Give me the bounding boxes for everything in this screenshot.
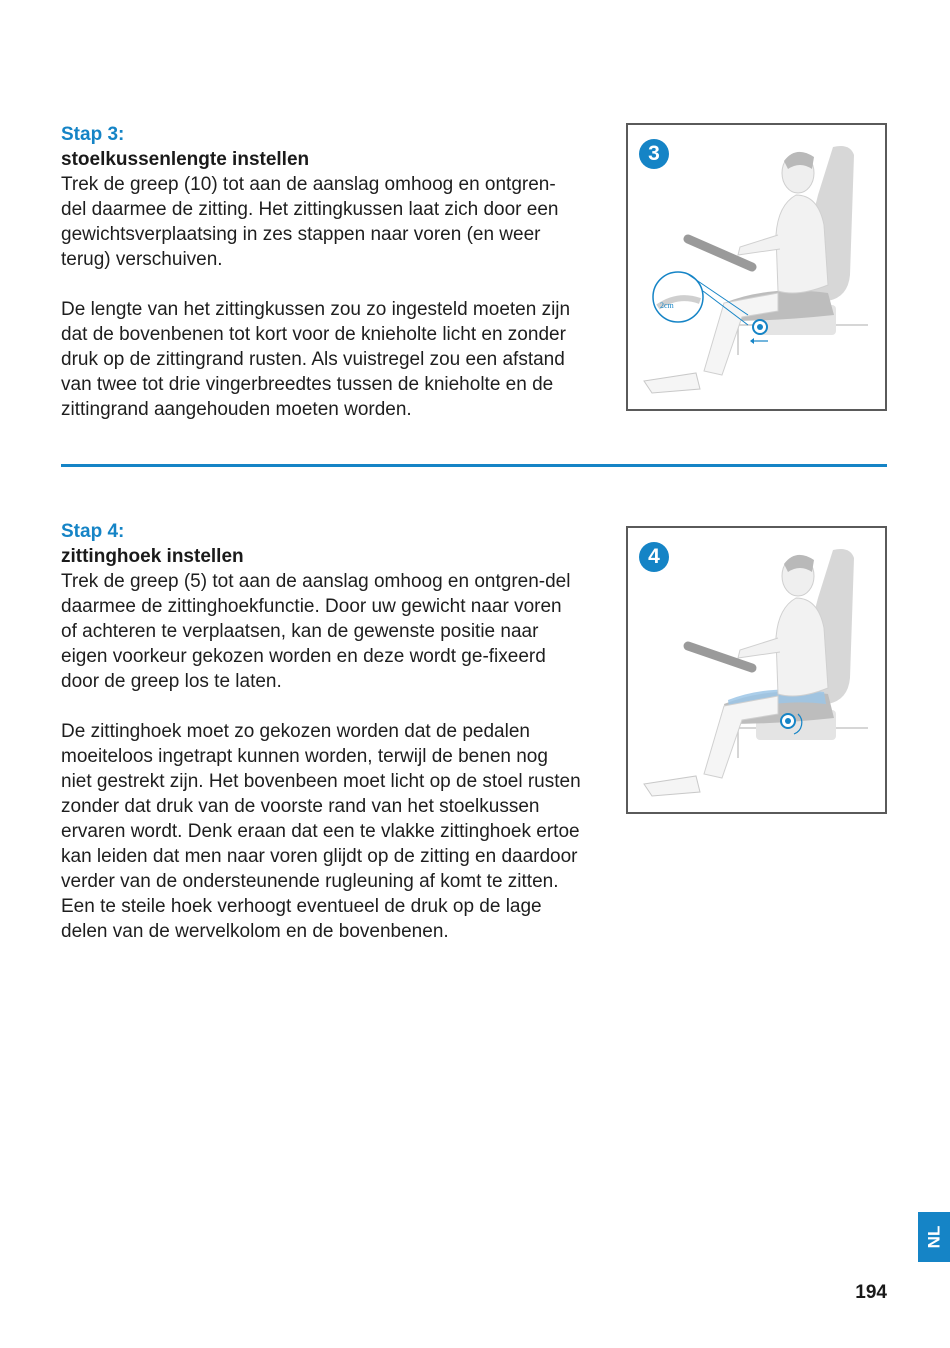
language-tab bbox=[918, 1212, 950, 1262]
step-3-paragraph-1: Trek de greep (10) tot aan de aanslag omhoog en ontgren-del daarmee de zitting. Het zittingkussen laat zich door een gewichtsverplaatsing in zes stappen naar voren (en weer terug) verschuiven. bbox=[61, 174, 559, 270]
step-3-illustration bbox=[626, 123, 887, 411]
step-4-section bbox=[61, 519, 581, 944]
step-4-paragraph-1: Trek de greep (5) tot aan de aanslag omhoog en ontgren-del daarmee de zittinghoekfunctie. Door uw gewicht naar voren of achteren te verplaatsen, kan de gewenste positie naar eigen voorkeur gekozen worden en deze wordt ge-fixeerd door de greep los te laten. bbox=[61, 571, 571, 692]
seat-adjust-illustration bbox=[628, 125, 885, 409]
step-3-title: Stap 3: bbox=[61, 124, 125, 145]
seat-angle-illustration bbox=[628, 528, 885, 812]
step-3-section bbox=[61, 122, 581, 422]
step-4-badge: 4 bbox=[639, 542, 669, 572]
zoom-distance-label: 2cm bbox=[660, 301, 674, 310]
step-4-illustration bbox=[626, 526, 887, 814]
step-3-badge: 3 bbox=[639, 139, 669, 169]
step-4-paragraph-2: De zittinghoek moet zo gekozen worden dat de pedalen moeiteloos ingetrapt kunnen worden, terwijl de benen nog niet gestrekt zijn. Het bovenbeen moet licht op de stoel rusten zonder dat druk van de voorste rand van het stoelkussen ervaren wordt. Denk eraan dat een te vlakke zittinghoek ertoe kan leiden dat men naar voren glijdt op de zitting en daardoor verder van de ondersteunende rugleuning af komt te zitten. Een te steile hoek verhoogt eventueel de druk op de lage delen van de wervelkolom en de bovenbenen. bbox=[61, 721, 581, 942]
page-number: 194 bbox=[855, 1282, 887, 1303]
step-4-subtitle: zittinghoek instellen bbox=[61, 546, 244, 567]
section-divider bbox=[61, 464, 887, 467]
step-3-paragraph-2: De lengte van het zittingkussen zou zo ingesteld moeten zijn dat de bovenbenen tot kort voor de knieholte licht en zonder druk op de zittingrand rusten. Als vuistregel zou een afstand van twee tot drie vingerbreedtes tussen de knieholte en de zittingrand aangehouden moeten worden. bbox=[61, 299, 571, 420]
language-tab-label: NL bbox=[923, 1225, 943, 1249]
step-3-subtitle: stoelkussenlengte instellen bbox=[61, 149, 310, 170]
step-4-title: Stap 4: bbox=[61, 521, 125, 542]
